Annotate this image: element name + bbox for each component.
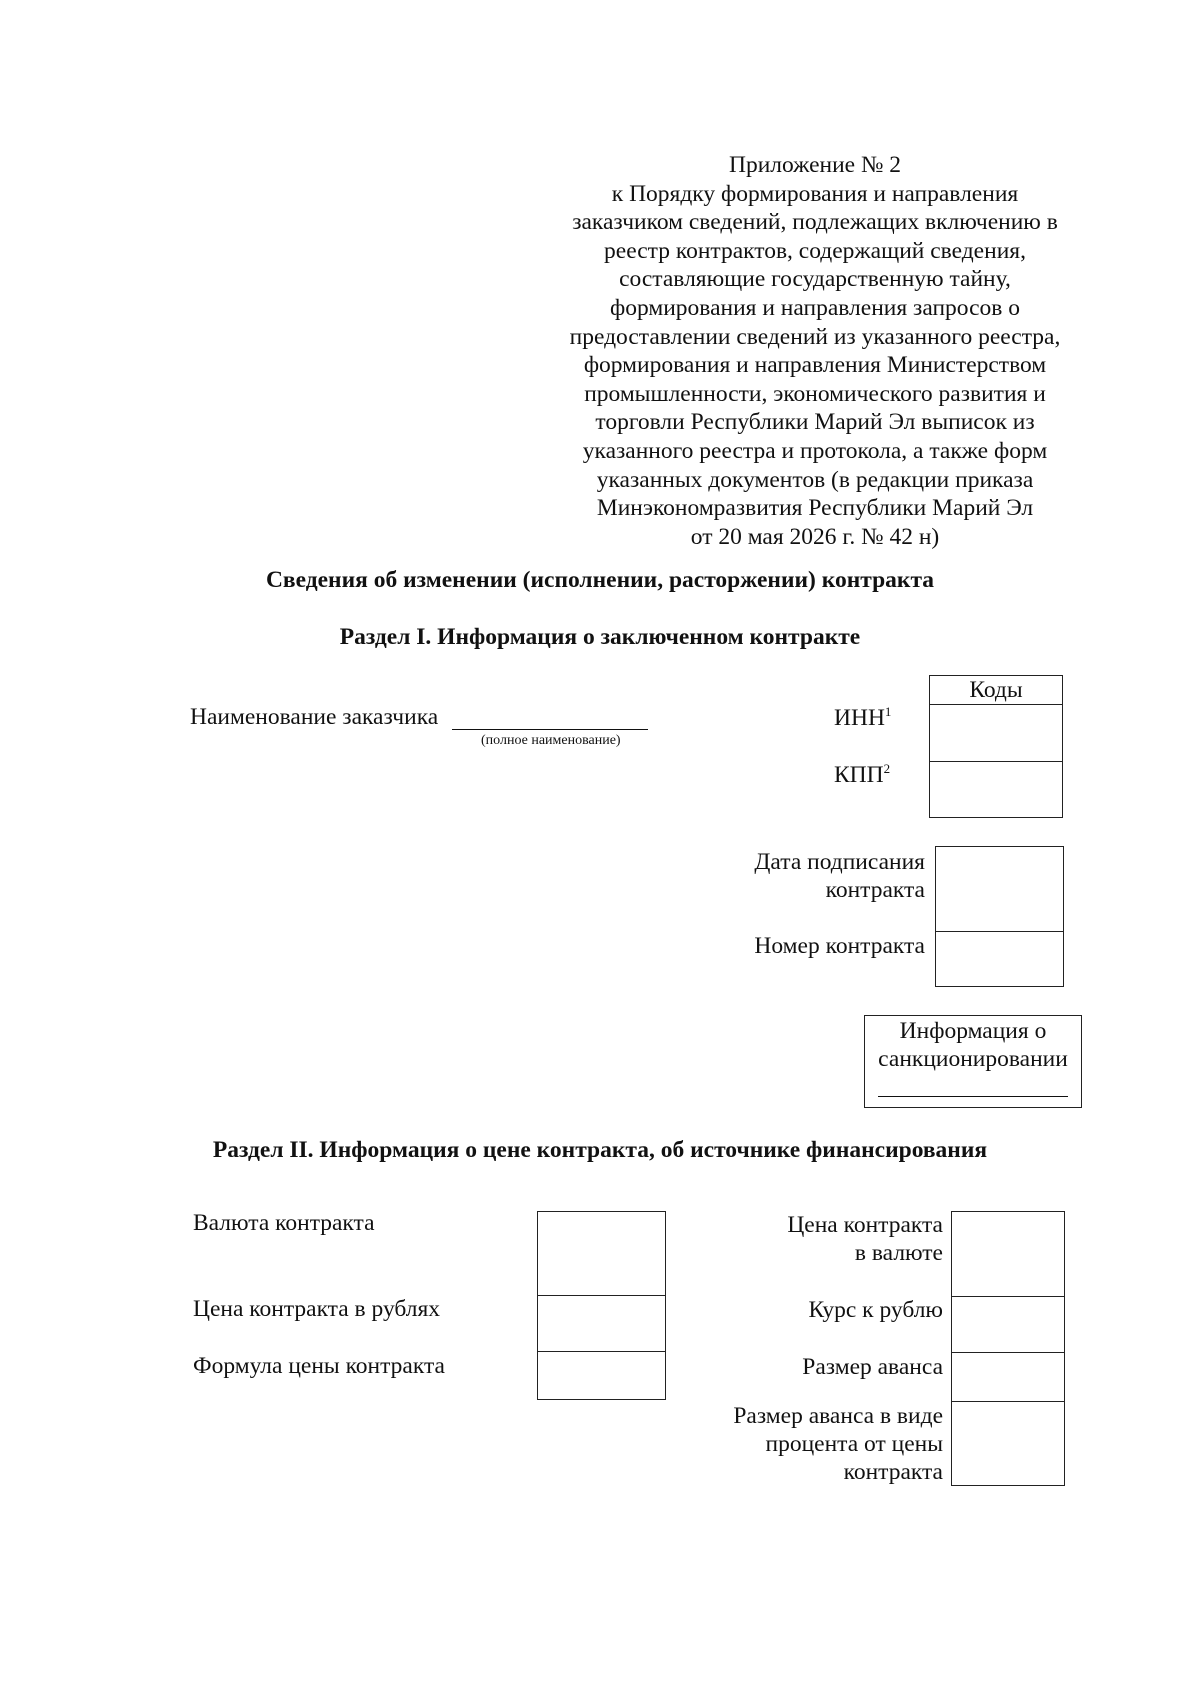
price-currency-label-line: Цена контракта — [787, 1212, 943, 1238]
sign-date-cell[interactable] — [936, 847, 1063, 931]
price-formula-label: Формула цены контракта — [193, 1353, 445, 1379]
kpp-label — [834, 761, 890, 789]
contract-info-box — [935, 846, 1064, 987]
price-currency-label — [700, 1211, 943, 1267]
section2-title: Раздел II. Информация о цене контракта, об источнике финансирования — [212, 1137, 988, 1163]
kpp-cell[interactable] — [930, 762, 1062, 817]
inn-label — [834, 704, 891, 732]
appendix-line: торговли Республики Марий Эл выписок из — [595, 409, 1035, 436]
currency-label: Валюта контракта — [193, 1210, 375, 1236]
price-rub-cell[interactable] — [538, 1296, 665, 1351]
advance-percent-label — [700, 1402, 943, 1486]
sanction-info-label-line: Информация о — [899, 1018, 1047, 1044]
sanction-info-field[interactable] — [878, 1096, 1068, 1097]
advance-percent-label-line: контракта — [843, 1459, 943, 1485]
inn-cell[interactable] — [930, 705, 1062, 761]
sign-date-label-line: контракта — [825, 877, 925, 903]
contract-number-cell[interactable] — [936, 932, 1063, 986]
price-right-box — [951, 1211, 1065, 1486]
advance-percent-cell[interactable] — [952, 1402, 1064, 1485]
price-rub-label: Цена контракта в рублях — [193, 1296, 441, 1322]
kpp-label-text: КПП — [834, 762, 884, 788]
codes-box — [929, 675, 1063, 818]
customer-name-field[interactable] — [452, 729, 648, 730]
sanction-info-box — [864, 1015, 1082, 1108]
price-currency-label-line: в валюте — [854, 1240, 943, 1266]
sign-date-label — [700, 848, 925, 904]
contract-number-label: Номер контракта — [754, 933, 925, 959]
appendix-line: указанных документов (в редакции приказа — [596, 466, 1034, 493]
sign-date-label-line: Дата подписания — [754, 849, 925, 875]
appendix-line: формирования и направления Министерством — [583, 352, 1047, 379]
appendix-line: указанного реестра и протокола, а также форм — [582, 437, 1048, 464]
advance-percent-label-line: Размер аванса в виде — [733, 1403, 943, 1429]
document-title: Сведения об изменении (исполнении, расторжении) контракта — [265, 567, 935, 593]
appendix-line: от 20 мая 2026 г. № 42 н) — [690, 523, 940, 550]
section1-title: Раздел I. Информация о заключенном контракте — [339, 624, 861, 650]
advance-percent-label-line: процента от цены — [765, 1431, 943, 1457]
codes-header: Коды — [969, 677, 1023, 703]
inn-label-text: ИНН — [834, 705, 885, 731]
appendix-line: реестр контрактов, содержащий сведения, — [604, 237, 1026, 264]
price-currency-cell[interactable] — [952, 1212, 1064, 1296]
kpp-footnote-mark: 2 — [883, 761, 891, 776]
appendix-line: к Порядку формирования и направления — [611, 180, 1019, 207]
advance-label: Размер аванса — [802, 1354, 943, 1380]
appendix-header — [545, 151, 1085, 551]
currency-cell[interactable] — [538, 1212, 665, 1295]
exchange-rate-cell[interactable] — [952, 1297, 1064, 1352]
sanction-info-label-line: санкционировании — [878, 1046, 1068, 1072]
appendix-line: составляющие государственную тайну, — [619, 266, 1011, 293]
exchange-rate-label: Курс к рублю — [808, 1297, 943, 1323]
appendix-line: предоставлении сведений из указанного реестра, — [569, 323, 1061, 350]
appendix-line: Приложение № 2 — [728, 152, 902, 178]
appendix-line: формирования и направления запросов о — [609, 294, 1021, 321]
price-formula-cell[interactable] — [538, 1352, 665, 1399]
inn-footnote-mark: 1 — [884, 704, 892, 719]
appendix-line: Минэкономразвития Республики Марий Эл — [596, 495, 1034, 522]
advance-cell[interactable] — [952, 1353, 1064, 1401]
customer-name-label: Наименование заказчика — [190, 704, 439, 730]
price-left-box — [537, 1211, 666, 1400]
appendix-line: промышленности, экономического развития и — [584, 380, 1046, 407]
customer-name-hint: (полное наименование) — [481, 733, 621, 748]
appendix-line: заказчиком сведений, подлежащих включению в — [572, 209, 1058, 236]
